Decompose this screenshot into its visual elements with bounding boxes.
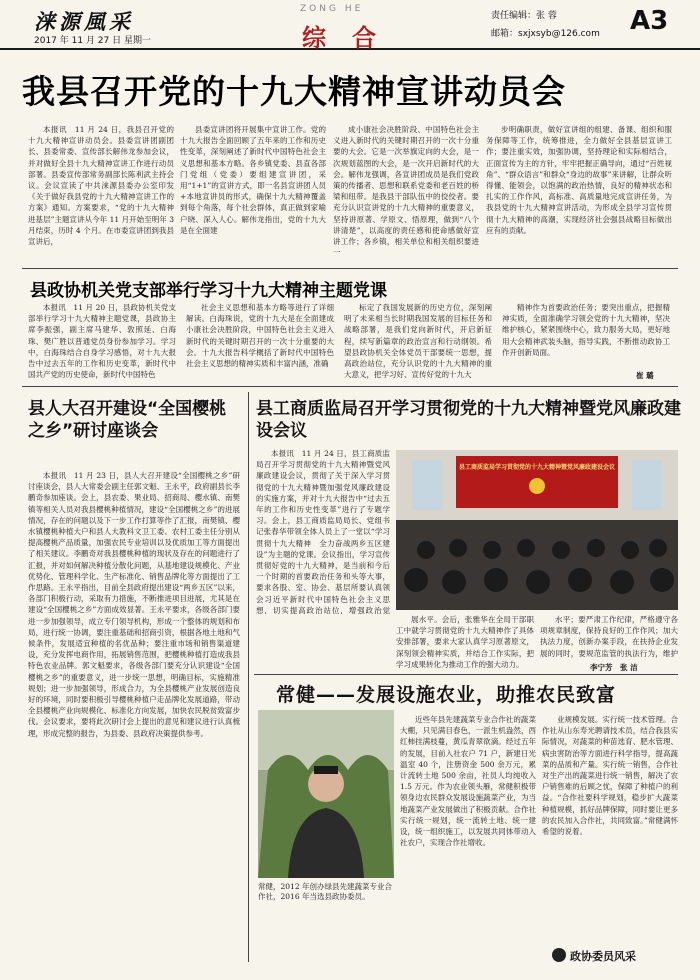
article2-headline: 县政协机关党支部举行学习十九大精神主题党课 <box>30 281 387 301</box>
divider-rule <box>22 268 678 269</box>
article4-col1: 本报讯 11 月 24 日，县工商质监局召开学习贯彻党的十九大精神暨党风廉政建设会议，贯彻了关于深入学习贯彻党的十九大精神暨加强党风廉政建设的实施方案，并对十九大报告中“过去五年的工作和历史性变革”进行了专题学习。会上，县工商质监局局长、党组书记张春华带领全体人员上了一堂以“学习贯彻十九大精神 全力奋战两乡五区建设”为主题的党课。会议指出，学习宣传贯彻好党的十九大精神，是当前和今后一个时期的首要政治任务和头等大事，要求各股、室、协会、基层所要认真领会习近平新时代中国特色社会主义思想，切实提高政治站位，增强政治觉 <box>256 449 390 614</box>
article4-col2: 展水平。会后，张雅华在全局干部职工中就学习贯彻党的十九大精神作了具体安排部署，要求大家认真学习原著原文，深刻领会精神实质，并结合工作实际，把学习成果转化为推动工作的强大动力。 <box>396 615 534 669</box>
article3-body: 本报讯 11 月 23 日，县人大召开建设“全国樱桃之乡”研讨座谈会，县人大常委会副主任郭文魁、王永平，政府副县长李鹏奇参加座谈。会上，县农委、果业局、招商局、樱水镇、南樊镇等相关人员对我县樱桃种植情况，建设“全国樱桃之乡”的进展情况，存在的问题以及下一步工作打算等作了汇报，南樊镇、樱水镇樱桃种植大户和县人大教科文卫工委、农村工委主任分别从提高樱桃产品质量，加强农民专业培训以及优质加工等方面提出了相关建议。李鹏奇对我县樱桃种植的现状及存在的问题进行了汇报，并对如何解决种植分散化问题，从基地建设规模化、产业优势化、管理科学化、生产标准化、销售品牌化等方面提出了工作思路。王永平指出，目前全县政府提出建设“两乡五区”以来，各部门积极行动，采取有力措施，不断推进项目进展，尤其是在建设“全国樱桃之乡”方面成效显著。王永平要求，各级各部门要进一步加强领导，成立专门领导机构，形成一个整体的规划和布局，进行统一协调，要注重基础和招商引资，根据各地土地和气候条件，发展适宜种植的名优品种；要注重市场和销售渠道建设，充分发挥电商作用，拓展销售范围，把樱桃种植打造成我县特色农业品牌。郭文魁要求，各级各部门要充分认识建设“全国樱桃之乡”的重要意义，进一步统一思想，明确目标，实施精准规划；进一步加强领导，形成合力，为全县樱桃产业发展创造良好的环境，同时要积极引导樱桃种植户走品牌化发展道路，带动全县樱桃产业向规模化、标准化方向发展，加快农民脱贫致富步伐。会议要求，要将此次研讨会上提出的意见和建议进行认真梳理，形成完整的报告，为县委、县政府决策提供参考。 <box>28 471 240 738</box>
article4-author: 李宁芳 张 洁 <box>590 663 638 672</box>
masthead-email: 邮箱：sxjxsyb@126.com <box>491 29 600 39</box>
article3-headline: 县人大召开建设“全国樱桃之乡”研讨座谈会 <box>28 399 227 441</box>
masthead-editor: 责任编辑：张 蓉 <box>491 11 557 21</box>
article4-headline: 县工商质监局召开学习贯彻党的十九大精神暨党风廉政建设会议 <box>256 399 681 441</box>
meeting-photo-illustration <box>396 450 678 610</box>
article5-col2: 业规模发展。实行统一技术管理。合作社从山东寿光聘请技术员，结合我县实际情况，对蔬菜的种苗选育、肥水管理、病虫害防治等方面进行科学指导，提高蔬菜的品质和产量。实行统一销售，合作社对生产出的蔬菜进行统一销售，解决了农户销售难的后顾之忧，保障了种植户的利益。“合作社要科学规划，稳步扩大蔬菜种植规模，抓好品牌保障，同时要让更多的农民加入合作社，共同致富。”常健满怀希望的说着。 <box>542 715 678 837</box>
article2-col2: 社会主义思想和基本方略等进行了详细解读。白海珠说，党的十九大是在全面建成小康社会决胜阶段，中国特色社会主义进入新时代的关键时期召开的一次十分重要的大会。十九大报告科学概括了新时代中国特色社会主义思想的精神实质和丰富内涵，准确 <box>186 303 334 369</box>
footer-logo-icon <box>552 948 566 962</box>
masthead <box>0 0 700 50</box>
masthead-brand: 涞源風采 <box>34 9 134 34</box>
article2-col3: 标定了我国发展新的历史方位，深刻阐明了未来相当长时期我国发展的目标任务和战略部署，是我们党向新时代，开启新征程，续写新篇章的政治宣言和行动纲领。希望县政协机关全体党员干部要统一思想，提高政治站位，充分认识党的十九大精神的重大意义，把学习好、宣传好党的十九大 <box>344 303 492 380</box>
article4-col3: 水平；要严肃工作纪律，严格遵守各项规章制度，保持良好的工作作风；加大执法力度，创新办案手段，在扶持企业发展的同时，要规范监管的执法行为，维护 <box>540 615 678 658</box>
column-divider <box>248 392 249 962</box>
portrait-illustration <box>258 710 394 878</box>
divider-rule <box>254 674 678 675</box>
portrait-photo <box>258 710 394 878</box>
photo-banner-text: 县工商质监局学习贯彻党的十九大精神暨党风廉政建设会议 <box>458 464 615 471</box>
article1-col1: 本报讯 11 月 24 日，我县召开党的十九大精神宣讲动员会。县委宣讲团副团长、县委常委、宣传部长解伟龙参加会议，并对做好全县十九大精神宣讲工作进行动员部署。县委宣传部常务副部长陈利武主持会议。会议宣读了中共涞源县委办公室印发《关于做好我县党的十九大精神宣讲工作的方案》通知。方案要求，“党的十九大精神进基层”主题宣讲从今年 11 月开始至明年 3 月结束，历时 4 个月。在市委宣讲团到我县宣讲后， <box>28 125 174 247</box>
masthead-section-latin: ZONG HE <box>300 4 364 14</box>
article1-col3: 成小康社会决胜阶段、中国特色社会主义进入新时代的关键时期召开的一次十分重要的大会。它是一次举旗定向的大会，是一次规划蓝图的大会，是一次开启新时代的大会。解伟龙强调，各宣讲团成员是我们党政策的传播者、思想和联系党委和老百姓的桥梁和纽带。是我县干部队伍中的佼佼者。要充分认识宣讲党的十九大精神的重要意义，坚持讲原著、学原文、悟原理，做到“八个讲清楚”，以高度的责任感和使命感做好宣讲工作；各乡镇，相关单位和相关组织要进一 <box>333 125 479 258</box>
masthead-section: 综合 <box>302 23 402 52</box>
article5-headline: 常健——发展设施农业，助推农民致富 <box>276 684 617 706</box>
article1-headline: 我县召开党的十九大精神宣讲动员会 <box>22 72 566 111</box>
article5-col1: 近些年县先建蔬菜专业合作社的蔬菜大棚，只见满目春色，一派生机盎然，西红柿挂满枝蔓，黄瓜青翠欲滴。经过五年的发展，目前入社农户 71 户，新建日光温室 40 个，注册资金 500 余万元，累计流转土地 500 余亩，社员人均纯收入 1.5 万元。作为农业领头雁，常健积极带领身边农民群众发展设施蔬菜产业，为当地蔬菜产业发展做出了积极贡献。合作社实行统一规划，统一流转土地、统一建设，统一组织施工，以发展共同体带动入社农户，实现合作社增收。 <box>400 715 536 848</box>
page-number: A3 <box>630 6 669 36</box>
article1-col2: 县委宣讲团将开展集中宣讲工作。党的十九大报告全面回顾了五年来的工作和历史性变革，深刻阐述了新时代中国特色社会主义思想和基本方略。各乡镇党委、县直各部门党组（党委）要组建宣讲团，采用“1+1”的宣讲方式，即一名县宣讲团人员+本地宣讲员的形式，确保十九大精神覆盖到每个角落，每个社会群体，真正做到家喻户晓、深入人心。解伟龙指出，党的十九大是在全面建 <box>180 125 326 235</box>
article2-author: 崔 璐 <box>636 371 654 380</box>
masthead-date: 2017 年 11 月 27 日 星期一 <box>34 36 151 46</box>
portrait-caption: 常健，2012 年创办绿县先建蔬菜专业合作社，2016 年当选县政协委员。 <box>258 882 392 901</box>
divider-rule <box>22 386 678 387</box>
article2-col1: 本报讯 11 月 20 日，县政协机关党支部举行学习十九大精神主题党课，县政协主席李振强，副主席马建华、敦照延、白海珠、樊广胜以普通党员身份参加学习。学习中，白海珠结合自身学习感悟，对十九大报告中过去五年的工作和历史变革，新时代中国共产党的历史使命，新时代中国特色 <box>28 303 176 380</box>
article2-col4: 精神作为首要政治任务；要突出重点，把握精神实质，全面准确学习领会党的十九大精神，坚决维护核心，紧紧围绕中心，致力服务大局，更好地用大会精神武装头脑，指导实践，不断推动政协工作开创新局面。 <box>502 303 670 357</box>
footer-logo: 政协委员风采 <box>570 950 636 963</box>
meeting-photo <box>396 450 678 610</box>
article1-col4: 步明确职责，做好宣讲组的组建、备课、组织和服务保障等工作，统筹推进，全力做好全县基层宣讲工作；要注重实效，加强协调，坚持理论和实际相结合，正面宣传为主的方针，牢牢把握正确导向，通过“百姓视角”、“群众语言”和群众“身边的故事”来讲解，让群众听得懂、能领会，以饱满的政治热情，良好的精神状态和扎实的工作作风，高标准、高质量地完成宣讲任务，为我县党的十九大精神宣讲活动，为形成全县学习宣传贯彻十九大精神的高潮，实现经济社会强县战略目标做出应有的贡献。 <box>486 125 672 235</box>
